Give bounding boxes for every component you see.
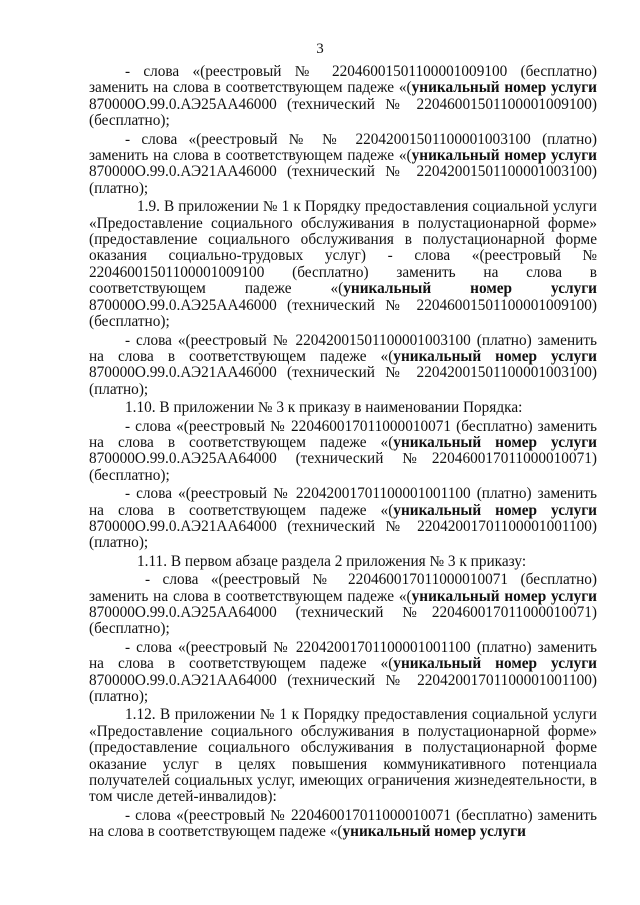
document-paragraph	[89, 419, 597, 485]
paragraph-text: 1.12. В приложении № 1 к Порядку предоставления социальной услуги «Предоставление социального обслуживания в полустационарной форме» (предоставление социального обслуживания в полустационарной форме оказание услуг в целях повышения коммуникативного потенциала получателей социальных услуг, имеющих ограничения жизнедеятельности, в том числе детей-инвалидов):	[89, 706, 597, 806]
paragraph-text: 870000О.99.0.АЭ25АА46000 (технический № 22046001501100001009100) (бесплатно);	[89, 296, 597, 331]
document-paragraph	[89, 199, 597, 330]
document-paragraph	[89, 486, 597, 552]
paragraph-text: 870000О.99.0.АЭ25АА64000 (технический №220460017011000010071) (бесплатно);	[89, 604, 597, 638]
paragraph-text: - слова «(реестровый № 22042001501100001003100 (платно) заменить на слова в соответствующем падеже «(	[89, 331, 597, 365]
emphasis-text: уникальный номер услуги	[393, 347, 597, 365]
document-paragraph	[89, 808, 597, 841]
document-paragraph	[89, 572, 597, 638]
paragraph-text: 870000О.99.0.АЭ25АА64000 (технический №220460017011000010071) (бесплатно);	[89, 450, 597, 484]
paragraph-text: 1.10. В приложении № 3 к приказу в наименовании Порядка:	[125, 399, 523, 417]
paragraph-text: 870000О.99.0.АЭ21АА46000 (технический № 22042001501100001003100) (платно);	[89, 364, 597, 398]
document-paragraph	[89, 400, 597, 416]
paragraph-text: 870000О.99.0.АЭ21АА46000 (технический № 22042001501100001003100) (платно);	[89, 163, 597, 197]
document-paragraph	[89, 554, 597, 570]
paragraph-text: - слова «(реестровый № 22042001701100001001100 (платно) заменить на слова в соответствующем падеже «(	[89, 638, 597, 673]
paragraph-text: - слова «(реестровый № 22046001501100001009100 (бесплатно) заменить на слова в соответствующем падеже «(	[89, 63, 597, 97]
paragraph-text: - слова «(реестровый № 220460017011000010071 (бесплатно) заменить на слова в соответствующем падеже «(	[89, 417, 597, 451]
emphasis-text: уникальный номер услуги	[343, 280, 597, 298]
paragraph-text: - слова «(реестровый № № 22042001501100001003100 (платно) заменить на слова в соответствующем падеже «(	[89, 130, 597, 165]
document-paragraph	[89, 333, 597, 399]
paragraph-text: - слова «(реестровый № 220460017011000010071 (бесплатно) заменить на слова в соответствующем падеже «(	[89, 806, 597, 841]
emphasis-text: уникальный номер услуги	[342, 823, 526, 841]
emphasis-text: уникальный номер услуги	[393, 433, 597, 451]
paragraph-text: 1.11. В первом абзаце раздела 2 приложения № 3 к приказу:	[137, 552, 527, 570]
document-paragraph	[89, 707, 597, 805]
paragraph-text: 870000О.99.0.АЭ21АА64000 (технический № 22042001701100001001100) (платно);	[89, 517, 597, 552]
emphasis-text: уникальный номер услуги	[411, 587, 597, 605]
document-body	[89, 64, 597, 843]
document-paragraph	[89, 640, 597, 706]
page-number: 3	[316, 41, 324, 57]
emphasis-text: уникальный номер услуги	[411, 147, 597, 165]
document-paragraph	[89, 64, 597, 130]
emphasis-text: уникальный номер услуги	[393, 655, 597, 673]
paragraph-text: 870000О.99.0.АЭ25АА46000 (технический № 22046001501100001009100) (бесплатно);	[89, 95, 597, 130]
emphasis-text: уникальный номер услуги	[411, 79, 597, 97]
paragraph-text: 870000О.99.0.АЭ21АА64000 (технический № 22042001701100001001100) (платно);	[89, 671, 597, 706]
document-paragraph	[89, 132, 597, 198]
paragraph-text: 1.9. В приложении № 1 к Порядку предоставления социальной услуги «Предоставление социального обслуживания в полустационарной форме» (предоставление социального обслуживания в полустационарной форме оказания социально-трудовых услуг) - слова «(реестровый № 22046001501100001009100 (бесплатно) заменить на слова в соответствующем падеже «(	[89, 198, 597, 298]
emphasis-text: уникальный номер услуги	[393, 501, 597, 519]
paragraph-text: - слова «(реестровый № 220460017011000010071 (бесплатно) заменить на слова в соответствующем падеже «(	[89, 571, 597, 605]
paragraph-text: - слова «(реестровый № 22042001701100001001100 (платно) заменить на слова в соответствующем падеже «(	[89, 485, 597, 519]
